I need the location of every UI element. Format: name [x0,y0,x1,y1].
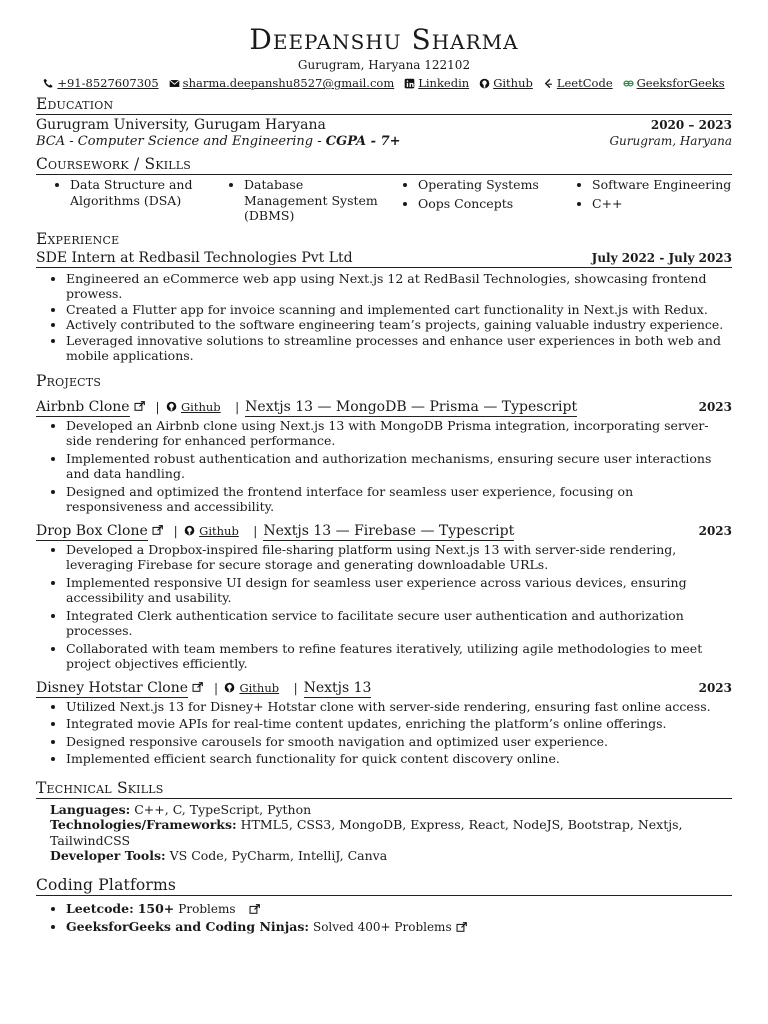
technologies-label: Technologies/Frameworks: [50,817,237,832]
coursework-col-1 [36,177,210,224]
project-bullets [36,699,732,767]
project-title: Disney Hotstar Clone [36,679,189,696]
school-name: Gurugram University, Gurugam Haryana [36,117,326,133]
github-link[interactable]: Github [199,523,239,538]
projects-heading: Projects [36,371,102,390]
role: SDE Intern at Redbasil Technologies Pvt Ltd [36,249,353,266]
external-link-icon[interactable] [192,682,203,693]
project-dropbox: Drop Box Clone | Github | Nextjs 13 — Firebase — Typescript 2023 [36,522,732,539]
list-item: • Developed an Airbnb clone using Next.js 13 with MongoDB Prisma integration, incorporating server-side rendering for enhanced performance. [66,418,732,449]
education-entry [36,117,732,133]
leetcode-item: • Leetcode: 150+ Problems [66,901,732,918]
leetcode-link[interactable]: LeetCode [543,75,613,91]
linkedin-link[interactable]: Linkedin [404,75,469,91]
github-link[interactable]: Github [239,680,280,695]
project-year: 2023 [698,680,732,695]
external-link-icon[interactable] [134,401,145,412]
project-title: Drop Box Clone [36,522,148,539]
leetcode-icon [543,78,554,89]
tech-stack: Nextjs 13 [303,679,372,696]
education-location: Gurugram, Haryana [609,134,732,148]
project-airbnb: Airbnb Clone | Github | Nextjs 13 — MongoDB — Prisma — Typescript 2023 [36,398,732,415]
resume [36,22,732,936]
external-link-icon[interactable] [152,525,163,536]
list-item: • Data Structure and Algorithms (DSA) [70,177,210,208]
coursework-col-2 [210,177,384,224]
email-link[interactable]: sharma.deepanshu8527@gmail.com [169,75,395,91]
cgpa: CGPA - 7+ [325,134,401,149]
list-item: • Designed and optimized the frontend interface for seamless user experience, focusing on responsiveness and accessibility. [66,484,732,515]
languages-line [36,802,732,818]
list-item: • Implemented robust authentication and authorization mechanisms, ensuring secure user interactions and data handling. [66,451,732,482]
gfg-item: • GeeksforGeeks and Coding Ninjas: Solved 400+ Problems [66,919,732,936]
external-link-icon[interactable] [456,922,467,933]
degree: BCA - Computer Science and Engineering - CGPA - 7+ [36,134,401,149]
list-item: • C++ [592,196,732,212]
tools-line [36,848,732,864]
github-icon [166,401,177,412]
list-item: • Implemented responsive UI design for seamless user experience across various devices, ensuring accessibility and usability. [66,575,732,606]
list-item: • Implemented efficient search functionality for quick content discovery online. [66,751,732,767]
phone-link[interactable]: +91-8527607305 [43,75,158,91]
project-year: 2023 [698,523,732,538]
list-item: • Utilized Next.js 13 for Disney+ Hotstar clone with server-side rendering, ensuring fast online access. [66,699,732,715]
phone-icon [43,78,54,89]
technologies-value: HTML5, CSS3, MongoDB, Express, React, NodeJS, Bootstrap, Nextjs, TailwindCSS [50,817,683,848]
address: Gurugram, Haryana 122102 [297,58,471,72]
experience-dates: July 2022 - July 2023 [591,250,732,265]
candidate-name: Deepanshu Sharma [249,23,519,56]
list-item: • Software Engineering [592,177,732,193]
education-detail [36,134,732,149]
coursework-col-3 [384,177,558,224]
list-item: • Leveraged innovative solutions to streamline processes and enhance user experiences in both web and mobile applications. [66,333,732,364]
list-item: • Operating Systems [418,177,558,193]
project-bullets [36,542,732,672]
experience-entry [36,250,732,268]
experience-bullets [36,271,732,364]
github-link[interactable]: Github [181,399,221,414]
technologies-line [36,817,732,848]
project-title: Airbnb Clone [36,398,130,415]
list-item: • Created a Flutter app for invoice scanning and implemented cart functionality in Next.js with Redux. [66,302,732,318]
coding-platforms-heading: Coding Platforms [36,876,732,896]
coursework-col-4 [558,177,732,224]
list-item: • Developed a Dropbox-inspired file-sharing platform using Next.js 13 with server-side rendering, leveraging Firebase for secure storage and generating downloadable URLs. [66,542,732,573]
github-link[interactable]: Github [479,75,533,91]
tech-stack: Nextjs 13 — MongoDB — Prisma — Typescript [245,398,578,415]
list-item: • Engineered an eCommerce web app using Next.js 12 at RedBasil Technologies, showcasing frontend prowess. [66,271,732,302]
languages-value: C++, C, TypeScript, Python [134,801,312,817]
list-item: • Integrated movie APIs for real-time content updates, enriching the platform’s online offerings. [66,716,732,732]
github-icon [184,525,195,536]
list-item: • Collaborated with team members to refine features iteratively, utilizing agile methodologies to meet project objectives efficiently. [66,641,732,672]
coursework-heading: Coursework / Skills [36,155,732,175]
technical-skills-heading: Technical Skills [36,779,732,799]
project-bullets [36,418,732,515]
geeksforgeeks-icon [623,78,634,89]
list-item: • Oops Concepts [418,196,558,212]
list-item: • Designed responsive carousels for smooth navigation and optimized user experience. [66,734,732,750]
languages-label: Languages: [50,801,131,817]
list-item: • Database Management System (DBMS) [244,177,384,224]
coding-platforms-list [36,901,732,936]
project-disney-hotstar: Disney Hotstar Clone | Github | Nextjs 13 2023 [36,679,732,696]
experience-heading: Experience [36,229,120,248]
list-item: • Actively contributed to the software engineering team’s projects, gaining valuable industry experience. [66,317,732,333]
education-heading: Education [36,95,732,115]
linkedin-icon [404,78,415,89]
github-icon [224,682,235,693]
gfg-link[interactable]: GeeksforGeeks [623,75,725,91]
project-year: 2023 [698,399,732,414]
github-icon [479,78,490,89]
contact-bar [36,75,732,91]
list-item: • Integrated Clerk authentication service to facilitate secure user authentication and authorization processes. [66,608,732,639]
coursework-grid [36,177,732,224]
education-dates: 2020 – 2023 [650,118,732,132]
tech-stack: Nextjs 13 — Firebase — Typescript [263,522,515,539]
tools-label: Developer Tools: [50,848,166,863]
leetcode-count: 150+ [137,900,175,916]
external-link-icon[interactable] [249,904,260,915]
tools-value: VS Code, PyCharm, IntelliJ, Canva [169,848,388,863]
envelope-icon [169,78,180,89]
